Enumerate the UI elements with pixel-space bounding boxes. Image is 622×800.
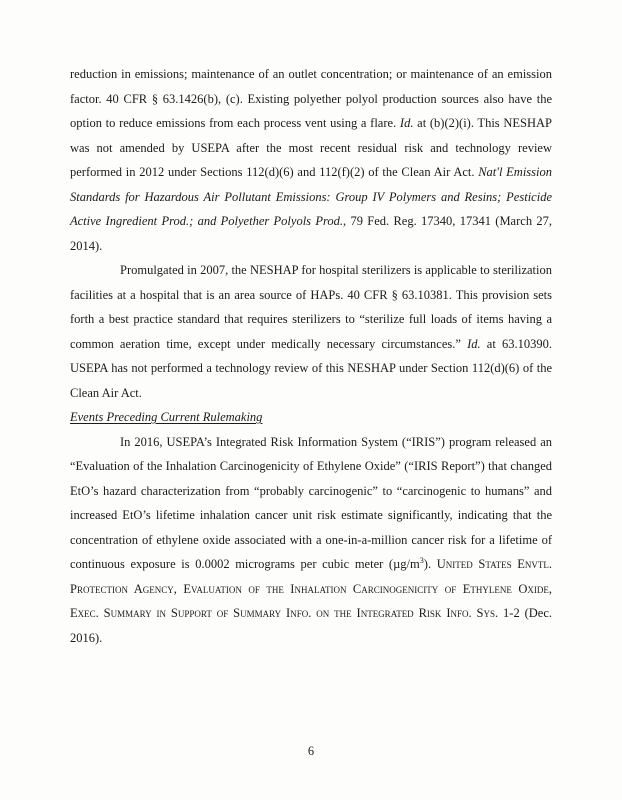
page-number: 6 xyxy=(307,744,315,758)
heading-text: Events Preceding Current Rulemaking xyxy=(70,410,263,424)
text-run: 1-2 (Dec. 2016). xyxy=(70,606,553,645)
text-run: Promulgated in 2007, the NESHAP for hospital sterilizers is applicable to sterilization facilities at a hospital that is an area source of HAPs. 40 CFR § 63.10381. This provision sets forth a best practice standard that requires sterilizers to “sterilize full loads of items having a common aeration time, except under medically necessary circumstances.” xyxy=(70,263,552,351)
superscript: 3 xyxy=(419,555,424,565)
citation-id: Id. xyxy=(399,116,414,130)
text-run: ). xyxy=(423,557,437,571)
text-run: at 63.10390. USEPA has not performed a technology review of this NESHAP under Section 112(d)(6) of the Clean Air Act. xyxy=(70,336,552,400)
citation-id: Id. xyxy=(467,336,481,351)
text-run: reduction in emissions; maintenance of an outlet concentration; or maintenance of an emission factor. 40 CFR § 63.1426(b), (c). Existing polyether polyol production sources also have the option to reduce emissions from each process vent using a flare. xyxy=(70,67,552,130)
citation-smallcaps: United States Envtl. Protection Agency, Evaluation of the Inhalation Carcinogenicity of Ethylene Oxide, Exec. Summary in Support of Summary Info. on the Integrated Risk Info. Sys. xyxy=(70,557,552,620)
citation-case: Nat'l Emission Standards for Hazardous Air Pollutant Emissions: Group IV Polymers and Resins; Pesticide Active Ingredient Prod.; and Polyether Polyols Prod. xyxy=(70,165,552,228)
paragraph-iris-report xyxy=(70,430,552,651)
paragraph-polyether-polyols xyxy=(70,62,552,258)
text-run: , 79 Fed. Reg. 17340, 17341 (March 27, 2014). xyxy=(70,214,553,253)
section-heading xyxy=(70,405,552,430)
text-run: at (b)(2)(i). This NESHAP was not amended by USEPA after the most recent residual risk and technology review performed in 2012 under Sections 112(d)(6) and 112(f)(2) of the Clean Air Act. xyxy=(70,116,552,179)
body-text xyxy=(70,62,552,650)
paragraph-hospital-sterilizers xyxy=(70,258,552,405)
text-run: In 2016, USEPA’s Integrated Risk Information System (“IRIS”) program released an “Evaluation of the Inhalation Carcinogenicity of Ethylene Oxide” (“IRIS Report”) that changed EtO’s hazard characterization from “probably carcinogenic” to “carcinogenic to humans” and increased EtO’s lifetime inhalation cancer unit risk estimate significantly, indicating that the concentration of ethylene oxide associated with a one-in-a-million cancer risk for a lifetime of continuous exposure is 0.0002 micrograms per cubic meter (µg/m xyxy=(70,434,552,571)
